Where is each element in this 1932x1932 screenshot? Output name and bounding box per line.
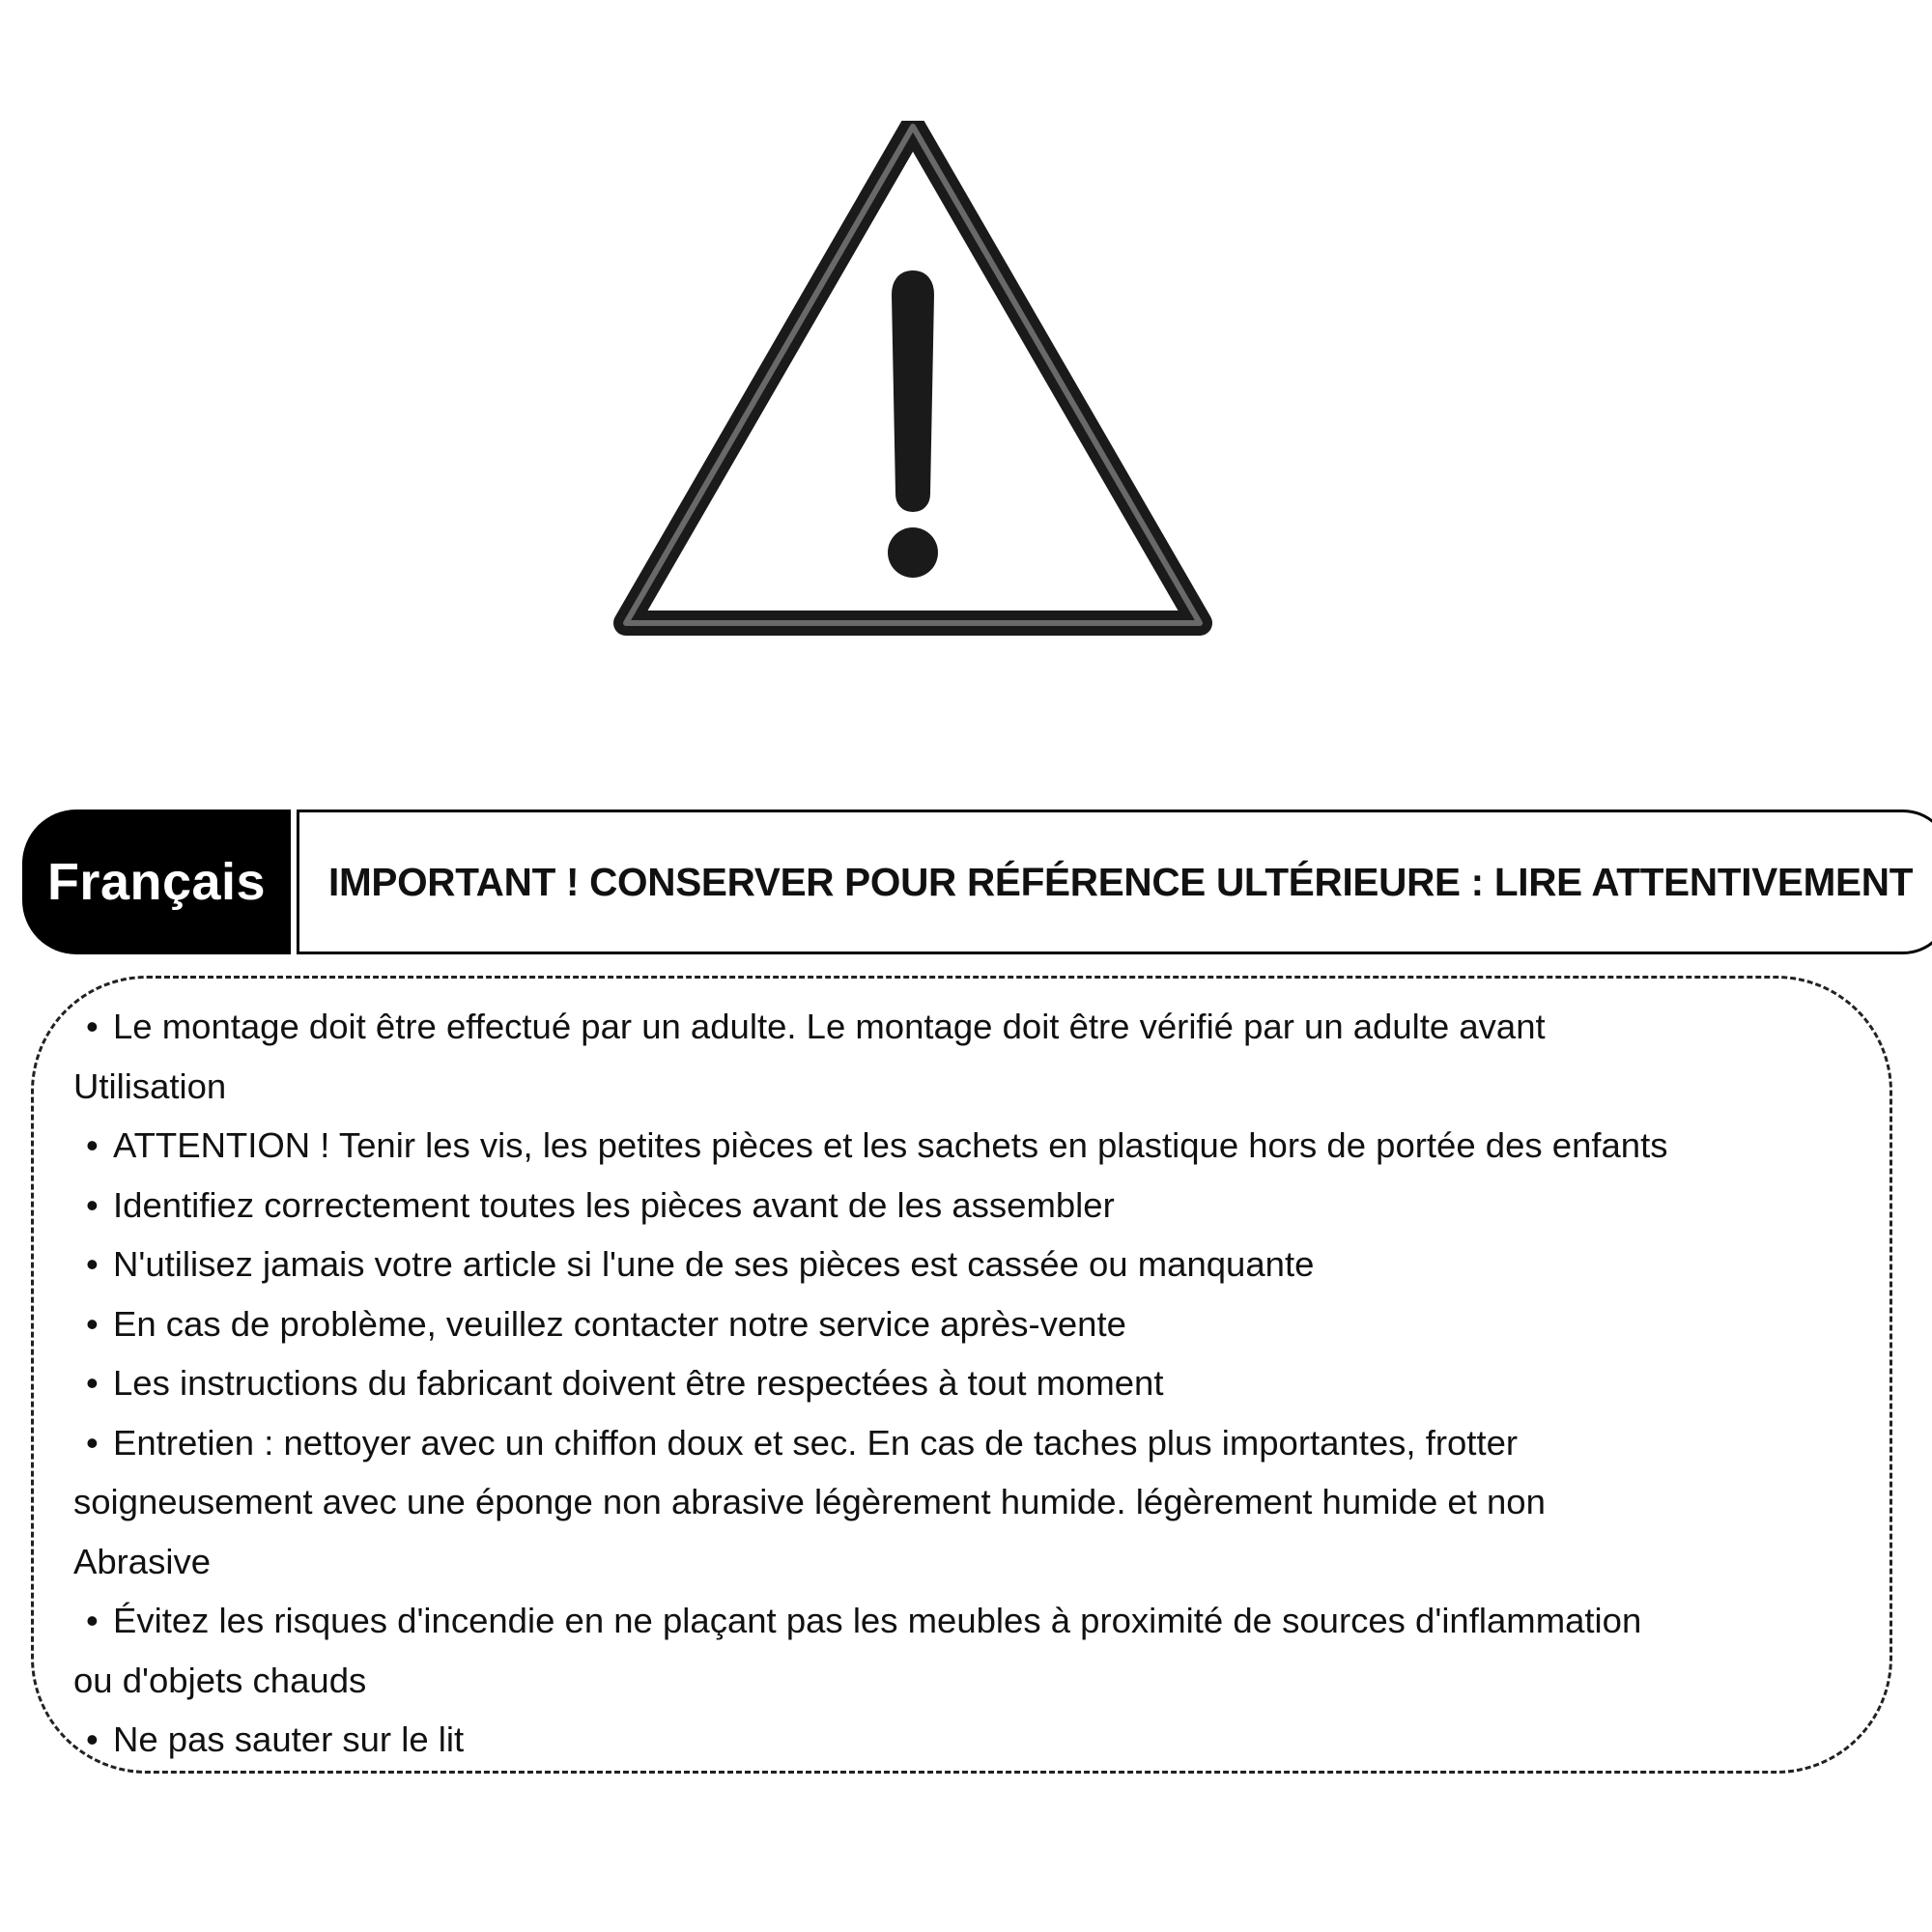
instruction-item <box>73 1294 1889 1354</box>
instruction-text: En cas de problème, veuillez contacter notre service après-vente <box>113 1303 1126 1344</box>
bullet: • <box>86 1422 99 1463</box>
bullet: • <box>86 1125 99 1165</box>
warning-triangle-icon <box>609 121 1217 662</box>
instruction-line-continued <box>73 1651 1889 1711</box>
header-title-box <box>297 810 1932 954</box>
instruction-item <box>73 1591 1889 1710</box>
instruction-line <box>73 1710 1889 1770</box>
instruction-line <box>73 997 1889 1057</box>
instruction-text: Utilisation <box>73 1065 227 1106</box>
instruction-text: Identifiez correctement toutes les pièces avant de les assembler <box>113 1184 1115 1225</box>
bullet: • <box>86 1601 99 1640</box>
instruction-line <box>73 1235 1889 1294</box>
instruction-text: ATTENTION ! Tenir les vis, les petites pièces et les sachets en plastique hors de portée des enfants <box>113 1125 1668 1165</box>
bullet: • <box>86 1007 99 1046</box>
instruction-line-continued <box>73 1057 1889 1117</box>
instruction-text: ou d'objets chauds <box>73 1660 367 1700</box>
instruction-item <box>73 1413 1889 1592</box>
instruction-text: Évitez les risques d'incendie en ne plaçant pas les meubles à proximité de sources d'inflammation <box>113 1601 1642 1640</box>
instruction-text: Abrasive <box>73 1541 212 1581</box>
exclamation-mark-dot <box>888 527 938 578</box>
header-title: IMPORTANT ! CONSERVER POUR RÉFÉRENCE ULTÉRIEURE : LIRE ATTENTIVEMENT <box>328 859 1914 904</box>
instruction-line <box>73 1116 1889 1176</box>
instruction-line <box>73 1176 1889 1236</box>
bullet: • <box>86 1363 99 1403</box>
instruction-line-continued <box>73 1472 1889 1532</box>
instruction-item <box>73 1176 1889 1236</box>
instruction-line <box>73 1294 1889 1354</box>
bullet: • <box>86 1184 99 1225</box>
bullet: • <box>86 1719 99 1759</box>
language-tab <box>22 810 291 954</box>
instruction-item <box>73 1353 1889 1413</box>
instruction-line-continued <box>73 1532 1889 1592</box>
instruction-text: Les instructions du fabricant doivent être respectées à tout moment <box>113 1363 1164 1403</box>
bullet: • <box>86 1303 99 1344</box>
exclamation-mark-bar <box>902 281 923 501</box>
header-bar <box>22 810 1922 954</box>
instruction-line <box>73 1413 1889 1473</box>
language-label: Français <box>46 853 267 911</box>
instruction-line <box>73 1353 1889 1413</box>
instruction-item <box>73 997 1889 1116</box>
instructions-list <box>73 997 1889 1770</box>
instruction-text: Ne pas sauter sur le lit <box>113 1719 465 1759</box>
instruction-item <box>73 1710 1889 1770</box>
instruction-line <box>73 1591 1889 1651</box>
instruction-text: Le montage doit être effectué par un adulte. Le montage doit être vérifié par un adulte avant <box>113 1007 1546 1046</box>
instruction-item <box>73 1116 1889 1176</box>
instruction-text: soigneusement avec une éponge non abrasive légèrement humide. légèrement humide et non <box>73 1482 1546 1521</box>
instruction-item <box>73 1235 1889 1294</box>
instruction-text: N'utilisez jamais votre article si l'une de ses pièces est cassée ou manquante <box>113 1244 1315 1284</box>
instruction-text: Entretien : nettoyer avec un chiffon doux et sec. En cas de taches plus importantes, frotter <box>113 1422 1519 1463</box>
bullet: • <box>86 1244 99 1284</box>
